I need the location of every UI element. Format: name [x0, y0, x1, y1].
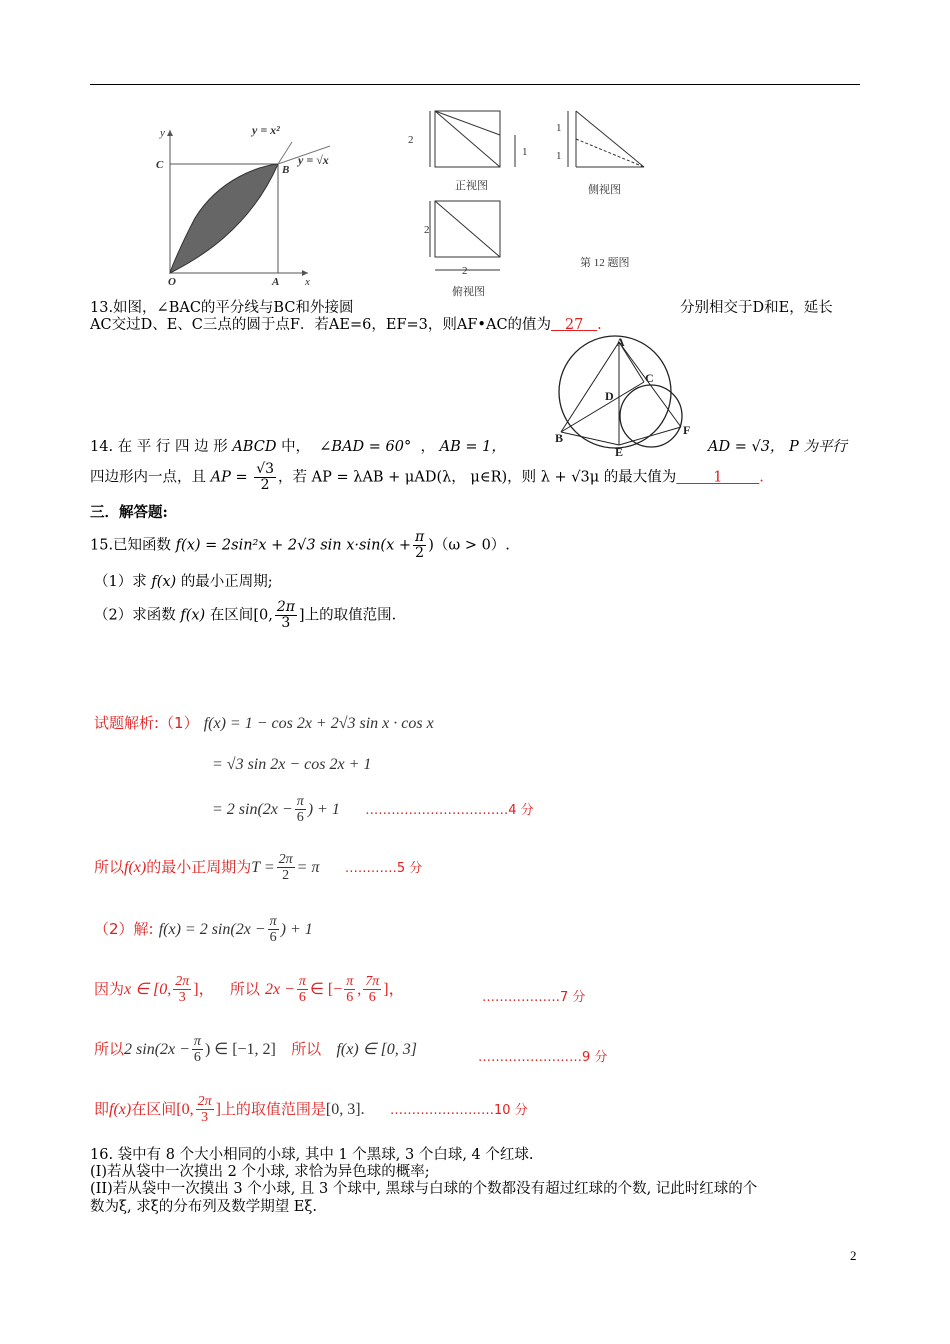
- q13-line2-text: AC交过D、E、C三点的圆于点F．若AE=6，EF=3，则AF•AC的值为: [90, 317, 552, 333]
- sol-l7-score: ……………………9 分: [478, 1050, 608, 1065]
- sol-l6h: ]，: [383, 981, 405, 998]
- sol-line4: [94, 852, 422, 883]
- point-A: A: [616, 335, 625, 349]
- q14-line1: 14. 在 平 行 四 边 形 ABCD 中， ∠BAD = 60° ， AB = 1，: [90, 439, 506, 455]
- sol-l7d: 所以: [291, 1040, 322, 1058]
- sol-l3-den: 6: [296, 810, 304, 825]
- sol-l8-frac: [196, 1094, 214, 1125]
- q14-num: √3: [256, 461, 275, 477]
- sol-l4-score: …………5 分: [344, 861, 423, 876]
- sol-l5-frac: [268, 914, 279, 945]
- q13-line2: [90, 316, 602, 334]
- sol-l8c: 在区间: [131, 1100, 177, 1118]
- sol-l3b: ) + 1: [307, 801, 340, 818]
- sol-l7a: 所以: [94, 1040, 125, 1058]
- front-view-label: 正视图: [455, 180, 488, 192]
- sol-line2: = √3 sin 2x − cos 2x + 1: [212, 756, 372, 773]
- sol-l5a: （2）解:: [94, 920, 154, 938]
- q15-sub2-a: （2）求函数: [94, 607, 176, 624]
- sol-l6e: 2x −: [265, 981, 295, 998]
- point-D: D: [605, 389, 614, 403]
- sol-l7-frac: [192, 1034, 203, 1065]
- sol-l5-num: π: [269, 914, 277, 929]
- point-b-label: B: [282, 164, 290, 176]
- q14-answer: [676, 470, 759, 486]
- sol-l7-score-wrap: [478, 1046, 607, 1065]
- sol-l8f: 上的取值范围是: [220, 1100, 326, 1118]
- sol-l5c: ) + 1: [280, 921, 313, 938]
- page-number: 2: [850, 1248, 857, 1263]
- sol-l6-num1: 2π: [175, 974, 190, 989]
- sol-l7b: 2 sin(2x −: [124, 1041, 190, 1058]
- q14-p: P 为平行: [789, 439, 847, 455]
- sol-l3-frac: [295, 794, 306, 825]
- q14-intro: 14. 在 平 行 四 边 形: [90, 439, 228, 455]
- q15-sub2-den: 3: [281, 615, 291, 631]
- q15-sub2: [94, 600, 396, 631]
- sol-l6d: 所以: [229, 980, 260, 998]
- q15-line1: [90, 530, 510, 561]
- sol-head: 试题解析:（1）: [94, 714, 199, 732]
- sol-l6-frac2: [297, 974, 308, 1005]
- sol-l7-num: π: [193, 1034, 201, 1049]
- point-C: C: [645, 371, 654, 385]
- sol-l6f: ∈ [−: [309, 981, 343, 998]
- q14-ab: AB = 1，: [439, 439, 506, 455]
- sol-line6: [94, 974, 405, 1005]
- q15-sub2-frac: [275, 600, 297, 631]
- q14-abcd: ABCD: [232, 439, 277, 455]
- q14-zhong: 中，: [281, 439, 311, 455]
- side-dim-1a: 1: [556, 122, 562, 134]
- q15-sub1: [94, 573, 273, 591]
- sol-l5-den: 6: [269, 930, 277, 945]
- sol-line3: [212, 794, 534, 825]
- sol-l5b: f(x) = 2 sin(2x −: [158, 921, 266, 938]
- point-o-label: O: [168, 276, 176, 288]
- q15-sub2-f: f(x): [180, 607, 206, 624]
- q14-end: .: [759, 469, 764, 486]
- sol-l3-num: π: [296, 794, 304, 809]
- q15-frac: [413, 530, 426, 561]
- sol-l8g: [0, 3].: [325, 1101, 365, 1118]
- sol-line1: [94, 712, 434, 733]
- sol-l6-num2: π: [298, 974, 306, 989]
- sol-l4d: = π: [296, 859, 320, 876]
- sol-l4c: T =: [251, 859, 275, 876]
- sol-l4a: 所以: [94, 858, 125, 876]
- sol-l4-den: 2: [282, 868, 290, 883]
- sol-l8a: 即: [94, 1100, 110, 1118]
- side-view-label: 侧视图: [588, 184, 621, 196]
- q15-sub2-c: 上的取值范围.: [304, 607, 397, 624]
- q14-angle: ∠BAD = 60°: [319, 439, 412, 455]
- sol-l6-score-wrap: [482, 986, 585, 1005]
- sol-l8d: [0,: [176, 1101, 194, 1118]
- sol-l6-frac4: [363, 974, 381, 1005]
- q16-line2: (I)若从袋中一次摸出 2 个小球, 求恰为异色球的概率;: [90, 1164, 430, 1180]
- sol-l8-den: 3: [201, 1110, 209, 1125]
- q13-end: .: [597, 317, 602, 333]
- sol-l8b: f(x): [109, 1101, 132, 1118]
- sol-l6b: x ∈ [0,: [124, 981, 172, 998]
- side-dim-1b: 1: [556, 150, 562, 162]
- sol-l6-frac1: [173, 974, 191, 1005]
- sol-l4-num: 2π: [278, 852, 293, 867]
- sol-l7c: ) ∈ [−1, 2]: [204, 1041, 276, 1058]
- sol-l8e: ]: [215, 1101, 221, 1118]
- q14-line2-start: 四边形内一点，且: [90, 469, 206, 486]
- top-view-label: 俯视图: [452, 286, 485, 298]
- q15-two: 2: [415, 545, 425, 561]
- q15-sub2-b: 在区间: [209, 607, 254, 624]
- figure-curves: [150, 118, 360, 288]
- sol-l6-score: ………………7 分: [482, 990, 586, 1005]
- figure-three-views: [400, 105, 660, 300]
- sol-l6-num4: 7π: [365, 974, 380, 989]
- q14-line1-right: [708, 438, 847, 456]
- point-c-label: C: [156, 159, 164, 171]
- q14-line2-rest: ，若 AP = λAB + μAD(λ， μ∈R)，则 λ + √3μ 的最大值为: [278, 469, 677, 486]
- sol-l1: f(x) = 1 − cos 2x + 2√3 sin x · cos x: [203, 715, 434, 732]
- sol-line5: [94, 914, 313, 945]
- q15-sub1-f: f(x): [151, 574, 177, 590]
- sol-l6-num3: π: [346, 974, 354, 989]
- sol-l6-den1: 3: [178, 990, 186, 1005]
- q15-formula-end: )（ω > 0）.: [428, 537, 510, 554]
- q15-intro: 15.已知函数: [90, 537, 172, 554]
- point-B: B: [555, 431, 564, 445]
- q15-sub2-int-a: [0,: [253, 607, 273, 624]
- q13-line1-left: 13.如图，∠BAC的平分线与BC和外接圆: [90, 300, 354, 316]
- sol-l4b: 的最小正周期为: [146, 858, 252, 876]
- q15-formula: f(x) = 2sin²x + 2√3 sin x·sin(x +: [175, 537, 412, 554]
- q13-answer: [551, 317, 597, 333]
- q14-den: 2: [260, 477, 270, 493]
- point-a-label: A: [272, 276, 280, 288]
- sol-l3-score: ……………………………4 分: [365, 803, 534, 818]
- figure-12-caption: 第 12 题图: [580, 257, 630, 269]
- q15-sub2-int-b: ]: [298, 607, 305, 624]
- sol-l6g: ,: [357, 981, 362, 998]
- q16-line3: (II)若从袋中一次摸出 3 个小球, 且 3 个球中, 黑球与白球的个数都没有超过红球的个数, 记此时红球的个: [90, 1181, 758, 1197]
- sol-l6-den3: 6: [346, 990, 354, 1005]
- q16-line1: 16. 袋中有 8 个大小相同的小球, 其中 1 个黑球, 3 个白球, 4 个红球.: [90, 1147, 534, 1163]
- axis-x-label: x: [305, 276, 310, 288]
- section-heading: 三．解答题:: [90, 504, 168, 521]
- figure-circles: [545, 332, 705, 460]
- axis-y-label: y: [160, 127, 165, 139]
- sol-line8: [94, 1094, 528, 1125]
- sol-l6-den4: 6: [368, 990, 376, 1005]
- q16-line4: 数为ξ, 求ξ的分布列及数学期望 Eξ.: [90, 1199, 317, 1215]
- sol-l7-den: 6: [193, 1050, 201, 1065]
- sol-line7: [94, 1034, 417, 1065]
- front-dim-2: 2: [408, 134, 414, 146]
- q14-answer-value: 1: [713, 469, 723, 486]
- sol-l8-num: 2π: [197, 1094, 212, 1109]
- point-F: F: [683, 423, 691, 437]
- sol-l4-frac: [277, 852, 295, 883]
- top-dim-2-bottom: 2: [462, 265, 468, 277]
- q14-fraction: [254, 462, 276, 493]
- sol-l8-score: ……………………10 分: [390, 1103, 528, 1118]
- q15-sub1-b: 的最小正周期;: [180, 574, 273, 590]
- q14-ad: AD = √3，: [708, 439, 785, 455]
- sol-l4f: f(x): [124, 859, 147, 876]
- sol-l3a: = 2 sin(2x −: [212, 801, 293, 818]
- sol-l6a: 因为: [94, 980, 125, 998]
- top-dim-2: 2: [424, 224, 430, 236]
- sol-l6-den2: 6: [298, 990, 306, 1005]
- point-E: E: [615, 445, 624, 459]
- q13-line1-right: 分别相交于D和E，延长: [680, 300, 833, 316]
- q13-answer-value: 27: [564, 317, 584, 333]
- curve-label-root: y = √x: [298, 153, 329, 167]
- q14-line2: [90, 462, 764, 493]
- q15-sub1-a: （1）求: [94, 574, 147, 590]
- q15-sub2-num: 2π: [276, 599, 295, 615]
- sol-l6c: ]，: [193, 981, 215, 998]
- front-dim-1: 1: [522, 146, 528, 158]
- q14-ap: AP =: [210, 469, 248, 486]
- sol-l7e: f(x) ∈ [0, 3]: [336, 1041, 418, 1058]
- q15-pi: π: [415, 529, 425, 545]
- curve-label-square: y = x²: [252, 123, 280, 137]
- header-rule: [90, 84, 860, 85]
- sol-l6-frac3: [344, 974, 355, 1005]
